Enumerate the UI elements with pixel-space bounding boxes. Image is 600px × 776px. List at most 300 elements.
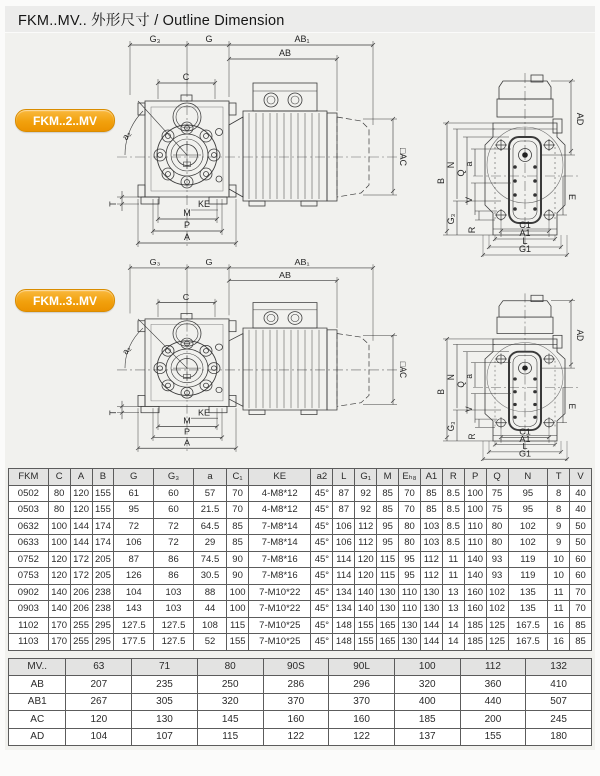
dim-label-m: M xyxy=(183,208,191,218)
table-cell: 180 xyxy=(526,728,592,746)
table-cell: 207 xyxy=(66,676,132,694)
title-text: FKM..MV.. 外形尺寸 / Outline Dimension xyxy=(18,12,285,29)
dim-label-t: T xyxy=(108,201,118,207)
table-cell: 14 xyxy=(442,617,464,634)
table-cell: 11 xyxy=(442,568,464,585)
drawings-area xyxy=(5,33,595,461)
table-cell: 45° xyxy=(311,551,333,568)
table-cell: 135 xyxy=(508,601,548,618)
table-cell: 160 xyxy=(329,711,395,729)
dim-label-m: M xyxy=(183,416,191,426)
table-cell: 104 xyxy=(66,728,132,746)
table-cell: 440 xyxy=(460,693,526,711)
column-header: 90S xyxy=(263,658,329,676)
table-cell: 122 xyxy=(263,728,329,746)
column-header: 80 xyxy=(197,658,263,676)
dim-label-p: P xyxy=(184,426,190,437)
row-header-cell: 0503 xyxy=(9,502,49,519)
table-cell: 16 xyxy=(548,634,570,651)
column-header: G₃ xyxy=(154,469,194,486)
dim-label-v: V xyxy=(463,406,475,412)
table-cell: 88 xyxy=(193,584,226,601)
table-cell: 112 xyxy=(355,518,377,535)
table-cell: 100 xyxy=(464,502,486,519)
table-cell: 134 xyxy=(333,584,355,601)
column-header: 71 xyxy=(132,658,198,676)
column-header: L xyxy=(333,469,355,486)
table-row xyxy=(9,634,592,651)
table-cell: 250 xyxy=(197,676,263,694)
dim-label-ad: AD xyxy=(574,329,586,342)
table-row xyxy=(9,535,592,552)
table-cell: 30.5 xyxy=(193,568,226,585)
table-cell: 174 xyxy=(92,518,114,535)
column-header: R xyxy=(442,469,464,486)
dim-label-c: C xyxy=(182,72,190,82)
dimension-table xyxy=(8,468,592,651)
table-cell: 155 xyxy=(355,617,377,634)
table-cell: 134 xyxy=(333,601,355,618)
motor-frame-table xyxy=(8,658,592,747)
tables-area xyxy=(5,468,595,746)
table-cell: 286 xyxy=(263,676,329,694)
table-cell: 106 xyxy=(333,518,355,535)
table-cell: 295 xyxy=(92,617,114,634)
table-cell: 85 xyxy=(420,502,442,519)
column-header: 100 xyxy=(394,658,460,676)
table-cell: 8.5 xyxy=(442,535,464,552)
dim-label-l: L xyxy=(522,236,528,246)
dim-label-ad: AD xyxy=(575,112,585,126)
table-cell: 120 xyxy=(48,568,70,585)
table-cell: 114 xyxy=(333,568,355,585)
dim-label-g3: G₃ xyxy=(149,34,161,44)
table-cell: 74.5 xyxy=(193,551,226,568)
table-cell: 174 xyxy=(92,535,114,552)
table-cell: 10 xyxy=(548,568,570,585)
table-cell: 130 xyxy=(420,584,442,601)
dim-label-r: R xyxy=(467,226,477,234)
table-row xyxy=(9,551,592,568)
table-cell: 155 xyxy=(92,485,114,502)
table-cell: 87 xyxy=(333,485,355,502)
table-cell: 103 xyxy=(420,535,442,552)
column-header: B xyxy=(92,469,114,486)
table-cell: 172 xyxy=(70,568,92,585)
column-header: a2 xyxy=(311,469,333,486)
table-cell: 170 xyxy=(48,617,70,634)
table-cell: 40 xyxy=(570,502,592,519)
table-cell: 70 xyxy=(570,601,592,618)
table-cell: 50 xyxy=(570,518,592,535)
table-cell: 130 xyxy=(132,711,198,729)
row-header-cell: AD xyxy=(9,728,66,746)
dim-label-g1: G1 xyxy=(518,244,532,254)
table-cell: 155 xyxy=(460,728,526,746)
table-cell: 400 xyxy=(394,693,460,711)
table-cell: 100 xyxy=(227,584,249,601)
column-header: 112 xyxy=(460,658,526,676)
table-cell: 92 xyxy=(355,485,377,502)
table-cell: 296 xyxy=(329,676,395,694)
table-cell: 100 xyxy=(227,601,249,618)
table-row xyxy=(9,568,592,585)
table-cell: 125 xyxy=(486,617,508,634)
table-cell: 93 xyxy=(486,568,508,585)
table-cell: 8.5 xyxy=(442,502,464,519)
dim-label-ac: □AC xyxy=(397,361,409,379)
table-cell: 507 xyxy=(526,693,592,711)
column-header: G xyxy=(114,469,154,486)
table-cell: 9 xyxy=(548,518,570,535)
table-cell: 172 xyxy=(70,551,92,568)
table-cell: 295 xyxy=(92,634,114,651)
column-header: 132 xyxy=(526,658,592,676)
table-cell: 120 xyxy=(355,551,377,568)
table-cell: 95 xyxy=(399,568,421,585)
table-cell: 85 xyxy=(227,518,249,535)
dim-label-p: P xyxy=(183,220,191,230)
table-cell: 14 xyxy=(442,634,464,651)
dim-label-ab1: AB₁ xyxy=(294,257,310,268)
table-cell: 140 xyxy=(464,568,486,585)
table-cell: 11 xyxy=(548,601,570,618)
table-cell: 112 xyxy=(355,535,377,552)
table-cell: 60 xyxy=(154,502,194,519)
table-cell: 140 xyxy=(48,584,70,601)
table-cell: 61 xyxy=(114,485,154,502)
dim-label-g1: G1 xyxy=(519,448,531,459)
column-header: Q xyxy=(486,469,508,486)
table-row xyxy=(9,601,592,618)
table-cell: 120 xyxy=(48,551,70,568)
model-badge-fkm3mv: FKM..3..MV xyxy=(15,289,115,312)
dim-label-a: A xyxy=(184,437,190,448)
dim-label-c1: C1 xyxy=(519,220,531,230)
table-cell: 127.5 xyxy=(154,617,194,634)
dim-label-ke: KE xyxy=(197,199,211,209)
row-header-cell: AB xyxy=(9,676,66,694)
table-cell: 106 xyxy=(114,535,154,552)
table-cell: 7-M10*22 xyxy=(249,601,311,618)
column-header: 63 xyxy=(66,658,132,676)
table-cell: 95 xyxy=(377,535,399,552)
table-cell: 127.5 xyxy=(154,634,194,651)
row-header-cell: 0753 xyxy=(9,568,49,585)
table-cell: 45° xyxy=(311,634,333,651)
dim-label-a1: A1 xyxy=(519,434,531,444)
dim-label-g3-side: G₃ xyxy=(446,213,456,225)
table-cell: 126 xyxy=(114,568,154,585)
dim-label-g3-side: G₃ xyxy=(445,421,457,432)
table-cell: 85 xyxy=(377,502,399,519)
table-cell: 112 xyxy=(420,568,442,585)
table-cell: 120 xyxy=(355,568,377,585)
table-cell: 155 xyxy=(227,634,249,651)
table-cell: 108 xyxy=(193,617,226,634)
dim-label-a-small: a xyxy=(463,374,475,379)
column-header: FKM xyxy=(9,469,49,486)
table-cell: 410 xyxy=(526,676,592,694)
content xyxy=(5,33,595,750)
table-cell: 45° xyxy=(311,485,333,502)
table-cell: 90 xyxy=(227,551,249,568)
table-cell: 127.5 xyxy=(114,617,154,634)
dim-label-b: B xyxy=(435,389,447,395)
dim-label-ab1: AB₁ xyxy=(294,34,310,44)
table-cell: 122 xyxy=(329,728,395,746)
dim-label-a2: a₂ xyxy=(119,344,134,357)
table-cell: 70 xyxy=(227,502,249,519)
header-row xyxy=(9,658,592,676)
table-cell: 86 xyxy=(154,568,194,585)
table-cell: 167.5 xyxy=(508,617,548,634)
header-row xyxy=(9,469,592,486)
table-cell: 11 xyxy=(442,551,464,568)
table-cell: 110 xyxy=(464,518,486,535)
table-cell: 140 xyxy=(464,551,486,568)
dim-label-n: N xyxy=(446,161,456,169)
table-cell: 4-M8*12 xyxy=(249,502,311,519)
table-cell: 57 xyxy=(193,485,226,502)
table-cell: 130 xyxy=(399,617,421,634)
row-header-cell: 0903 xyxy=(9,601,49,618)
table-cell: 70 xyxy=(570,584,592,601)
table-cell: 80 xyxy=(399,518,421,535)
table-cell: 130 xyxy=(399,634,421,651)
table-cell: 40 xyxy=(570,485,592,502)
drawing-row-fkm2mv xyxy=(5,33,595,257)
dim-label-a: A xyxy=(183,232,191,242)
table-cell: 115 xyxy=(377,568,399,585)
table-cell: 85 xyxy=(420,485,442,502)
row-header-cell: 0502 xyxy=(9,485,49,502)
table-cell: 177.5 xyxy=(114,634,154,651)
dim-label-q: Q xyxy=(455,381,467,388)
table-cell: 75 xyxy=(486,502,508,519)
table-cell: 130 xyxy=(420,601,442,618)
table-cell: 93 xyxy=(486,551,508,568)
table-cell: 85 xyxy=(570,617,592,634)
column-header: A xyxy=(70,469,92,486)
table-cell: 102 xyxy=(486,601,508,618)
table-cell: 320 xyxy=(197,693,263,711)
table-cell: 7-M10*22 xyxy=(249,584,311,601)
table-cell: 7-M10*25 xyxy=(249,617,311,634)
table-cell: 45° xyxy=(311,502,333,519)
row-header-cell: 0633 xyxy=(9,535,49,552)
table-cell: 45° xyxy=(311,518,333,535)
table-cell: 370 xyxy=(329,693,395,711)
column-header: C₁ xyxy=(227,469,249,486)
model-badge-fkm2mv: FKM..2..MV xyxy=(15,109,115,132)
table-cell: 160 xyxy=(263,711,329,729)
dim-label-ab: AB xyxy=(279,270,291,280)
column-header: MV.. xyxy=(9,658,66,676)
row-header-cell: AB1 xyxy=(9,693,66,711)
table-cell: 80 xyxy=(486,535,508,552)
dim-label-e: E xyxy=(566,403,578,410)
table-cell: 60 xyxy=(154,485,194,502)
table-cell: 7-M8*16 xyxy=(249,568,311,585)
table-cell: 267 xyxy=(66,693,132,711)
table-cell: 45° xyxy=(311,568,333,585)
table-cell: 70 xyxy=(227,485,249,502)
column-header: M xyxy=(377,469,399,486)
row-header-cell: 1103 xyxy=(9,634,49,651)
column-header: N xyxy=(508,469,548,486)
table-cell: 103 xyxy=(154,601,194,618)
dim-label-c: C xyxy=(182,292,190,302)
table-cell: 115 xyxy=(197,728,263,746)
table-cell: 238 xyxy=(92,601,114,618)
table-cell: 185 xyxy=(464,634,486,651)
table-cell: 100 xyxy=(48,518,70,535)
table-cell: 165 xyxy=(377,617,399,634)
dim-label-g3: G₃ xyxy=(149,257,161,268)
table-cell: 148 xyxy=(333,617,355,634)
column-header: a xyxy=(193,469,226,486)
table-cell: 45° xyxy=(311,584,333,601)
table-cell: 45° xyxy=(311,617,333,634)
table-cell: 140 xyxy=(48,601,70,618)
column-header: Eₕ₈ xyxy=(399,469,421,486)
table-cell: 206 xyxy=(70,601,92,618)
column-header: 90L xyxy=(329,658,395,676)
table-cell: 95 xyxy=(399,551,421,568)
table-cell: 305 xyxy=(132,693,198,711)
table-cell: 320 xyxy=(394,676,460,694)
table-cell: 107 xyxy=(132,728,198,746)
table-cell: 238 xyxy=(92,584,114,601)
table-cell: 8 xyxy=(548,502,570,519)
table-cell: 72 xyxy=(114,518,154,535)
table-cell: 44 xyxy=(193,601,226,618)
column-header: V xyxy=(570,469,592,486)
table-cell: 119 xyxy=(508,551,548,568)
table-cell: 10 xyxy=(548,551,570,568)
table-cell: 245 xyxy=(526,711,592,729)
table-cell: 167.5 xyxy=(508,634,548,651)
table-cell: 255 xyxy=(70,617,92,634)
table-cell: 360 xyxy=(460,676,526,694)
table-cell: 80 xyxy=(486,518,508,535)
table-cell: 165 xyxy=(377,634,399,651)
table-cell: 13 xyxy=(442,584,464,601)
row-header-cell: 0902 xyxy=(9,584,49,601)
table-cell: 115 xyxy=(377,551,399,568)
table-cell: 255 xyxy=(70,634,92,651)
table-cell: 185 xyxy=(464,617,486,634)
table-cell: 205 xyxy=(92,568,114,585)
table-cell: 115 xyxy=(227,617,249,634)
table-cell: 102 xyxy=(486,584,508,601)
table-cell: 120 xyxy=(70,485,92,502)
dim-label-a1: A1 xyxy=(519,228,531,238)
table-cell: 11 xyxy=(548,584,570,601)
table-cell: 13 xyxy=(442,601,464,618)
table-cell: 125 xyxy=(486,634,508,651)
table-cell: 86 xyxy=(154,551,194,568)
row-header-cell: AC xyxy=(9,711,66,729)
table-cell: 29 xyxy=(193,535,226,552)
table-cell: 72 xyxy=(154,535,194,552)
table-cell: 80 xyxy=(48,502,70,519)
table-cell: 148 xyxy=(333,634,355,651)
table-cell: 114 xyxy=(333,551,355,568)
table-cell: 370 xyxy=(263,693,329,711)
dim-label-e: E xyxy=(567,193,577,201)
row-header-cell: 1102 xyxy=(9,617,49,634)
table-cell: 92 xyxy=(355,502,377,519)
table-row xyxy=(9,502,592,519)
table-cell: 85 xyxy=(377,485,399,502)
drawing-row-fkm3mv xyxy=(5,257,595,461)
table-cell: 87 xyxy=(114,551,154,568)
dim-label-n: N xyxy=(445,374,457,381)
table-cell: 85 xyxy=(227,535,249,552)
row-header-cell: 0752 xyxy=(9,551,49,568)
table-cell: 144 xyxy=(420,617,442,634)
table-row xyxy=(9,518,592,535)
table-cell: 205 xyxy=(92,551,114,568)
table-row xyxy=(9,617,592,634)
table-cell: 95 xyxy=(508,485,548,502)
table-cell: 100 xyxy=(464,485,486,502)
table-cell: 100 xyxy=(48,535,70,552)
table-row xyxy=(9,728,592,746)
table-cell: 103 xyxy=(154,584,194,601)
table-cell: 4-M8*12 xyxy=(249,485,311,502)
table-cell: 60 xyxy=(570,568,592,585)
gearbox-outline-drawing xyxy=(5,33,600,257)
table-cell: 120 xyxy=(66,711,132,729)
table-cell: 170 xyxy=(48,634,70,651)
table-cell: 87 xyxy=(333,502,355,519)
dim-label-g: G xyxy=(205,257,213,268)
table-cell: 140 xyxy=(355,601,377,618)
table-cell: 8.5 xyxy=(442,518,464,535)
dim-label-a-small: a xyxy=(464,161,474,167)
table-cell: 7-M8*16 xyxy=(249,551,311,568)
table-row xyxy=(9,711,592,729)
column-header: C xyxy=(48,469,70,486)
table-cell: 110 xyxy=(464,535,486,552)
table-cell: 119 xyxy=(508,568,548,585)
table-cell: 16 xyxy=(548,617,570,634)
table-cell: 106 xyxy=(333,535,355,552)
table-cell: 8.5 xyxy=(442,485,464,502)
table-cell: 102 xyxy=(508,535,548,552)
dim-label-ac: □AC xyxy=(398,148,408,166)
dim-label-t: T xyxy=(107,410,119,416)
gearbox-outline-drawing xyxy=(5,257,600,461)
table-cell: 160 xyxy=(464,584,486,601)
table-row xyxy=(9,485,592,502)
table-row xyxy=(9,676,592,694)
dim-label-ab: AB xyxy=(278,48,292,58)
table-cell: 85 xyxy=(570,634,592,651)
table-cell: 103 xyxy=(420,518,442,535)
table-cell: 206 xyxy=(70,584,92,601)
table-cell: 52 xyxy=(193,634,226,651)
table-cell: 235 xyxy=(132,676,198,694)
table-cell: 185 xyxy=(394,711,460,729)
dim-label-c1: C1 xyxy=(519,426,531,437)
table-cell: 95 xyxy=(508,502,548,519)
dim-label-l: L xyxy=(522,441,528,452)
table-cell: 104 xyxy=(114,584,154,601)
